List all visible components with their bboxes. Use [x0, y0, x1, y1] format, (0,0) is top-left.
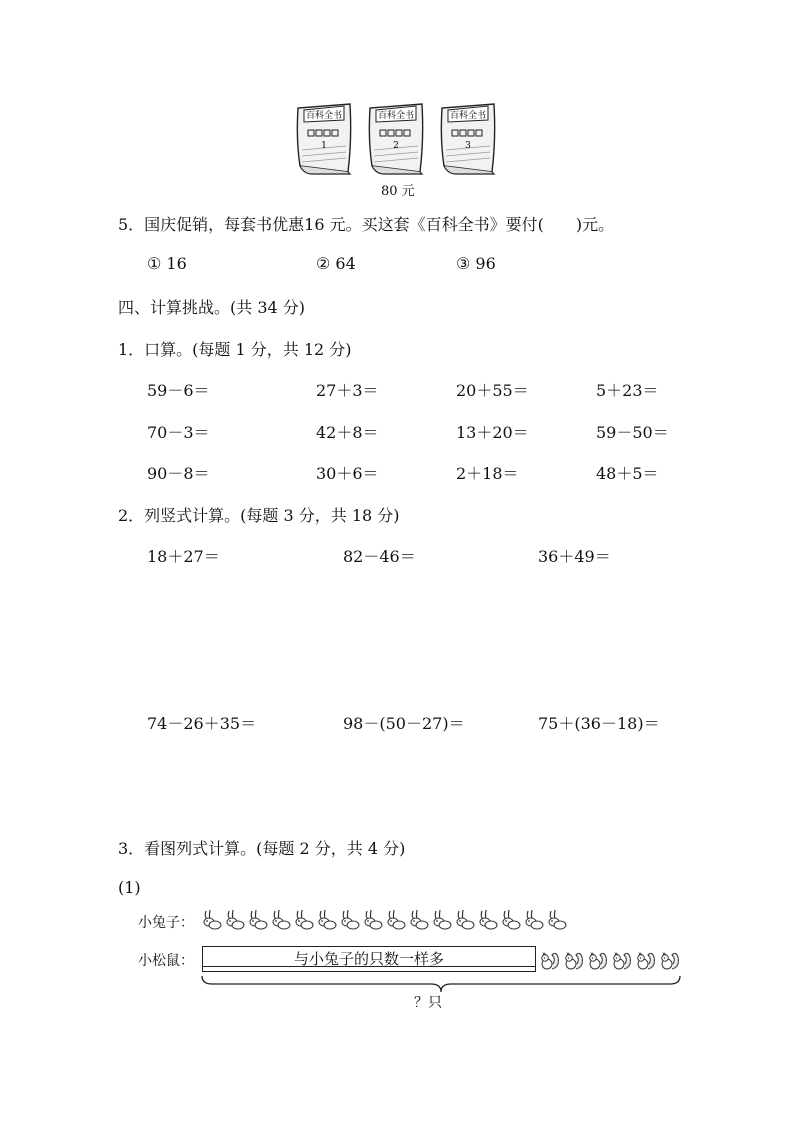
oral-calc-item: 42＋8＝	[316, 423, 379, 442]
oral-calc-item: 70－3＝	[147, 423, 210, 442]
book-volume-2	[369, 104, 422, 174]
part-2-title: 2．列竖式计算。(每题 3 分，共 18 分)	[118, 506, 400, 525]
oral-calc-item: 48＋5＝	[596, 464, 659, 483]
book-volume-number: 2	[393, 141, 399, 151]
oral-calc-item: 30＋6＝	[316, 464, 379, 483]
vertical-calc-item: 82－46＝	[343, 547, 416, 566]
rabbit-icon	[522, 909, 544, 935]
rabbit-icon	[246, 909, 268, 935]
books-price: 80 元	[381, 184, 415, 199]
squirrel-icon	[634, 949, 658, 977]
book-cover-title: 百科全书	[305, 111, 343, 121]
rabbit-row	[200, 909, 580, 933]
squirrel-icon	[610, 949, 634, 977]
part-1-title: 1．口算。(每题 1 分，共 12 分)	[118, 340, 352, 359]
rabbit-icon	[361, 909, 383, 935]
section-4-title: 四、计算挑战。(共 34 分)	[118, 298, 306, 317]
vertical-calc-item: 75＋(36－18)＝	[538, 714, 660, 733]
book-volume-number: 3	[465, 141, 471, 151]
book-volume-1	[297, 104, 350, 174]
part-3-sub-1: (1)	[118, 878, 141, 897]
vertical-calc-item: 36＋49＝	[538, 547, 611, 566]
rabbit-icon	[315, 909, 337, 935]
total-brace	[200, 974, 682, 994]
rabbit-icon	[545, 909, 567, 935]
rabbit-icon	[407, 909, 429, 935]
oral-calc-item: 13＋20＝	[456, 423, 529, 442]
oral-calc-item: 5＋23＝	[596, 381, 659, 400]
squirrel-equal-box	[202, 946, 536, 972]
total-question: ？只	[414, 995, 442, 1011]
q5-option-3[interactable]: ③ 96	[456, 254, 496, 273]
oral-calc-item: 59－50＝	[596, 423, 669, 442]
rabbit-icon	[384, 909, 406, 935]
squirrel-extra-row	[538, 949, 683, 975]
part-3-title: 3．看图列式计算。(每题 2 分，共 4 分)	[118, 839, 406, 858]
squirrel-label: 小松鼠：	[138, 953, 194, 969]
question-5-text: 5．国庆促销，每套书优惠16 元。买这套《百科全书》要付( )元。	[118, 215, 615, 234]
encyclopedia-books-icon	[290, 98, 500, 178]
squirrel-icon	[562, 949, 586, 977]
squirrel-icon	[586, 949, 610, 977]
books-illustration	[290, 98, 500, 178]
rabbit-icon	[200, 909, 222, 935]
oral-calc-item: 90－8＝	[147, 464, 210, 483]
rabbit-icon	[338, 909, 360, 935]
squirrel-icon	[658, 949, 682, 977]
book-cover-title: 百科全书	[377, 111, 415, 121]
rabbit-icon	[292, 909, 314, 935]
rabbit-icon	[453, 909, 475, 935]
oral-calc-item: 20＋55＝	[456, 381, 529, 400]
rabbit-icon	[223, 909, 245, 935]
vertical-calc-item: 18＋27＝	[147, 547, 220, 566]
squirrel-box-text: 与小兔子的只数一样多	[293, 950, 444, 968]
rabbit-icon	[499, 909, 521, 935]
q5-option-2[interactable]: ② 64	[316, 254, 356, 273]
rabbit-label: 小兔子：	[138, 915, 194, 931]
rabbit-icon	[430, 909, 452, 935]
rabbit-icon	[476, 909, 498, 935]
book-volume-number: 1	[321, 141, 327, 151]
squirrel-icon	[538, 949, 562, 977]
book-volume-3	[441, 104, 494, 174]
vertical-calc-item: 74－26＋35＝	[147, 714, 257, 733]
oral-calc-item: 2＋18＝	[456, 464, 519, 483]
q5-option-1[interactable]: ① 16	[147, 254, 187, 273]
oral-calc-item: 27＋3＝	[316, 381, 379, 400]
rabbit-icon	[269, 909, 291, 935]
book-cover-title: 百科全书	[449, 111, 487, 121]
vertical-calc-item: 98－(50－27)＝	[343, 714, 465, 733]
oral-calc-item: 59－6＝	[147, 381, 210, 400]
